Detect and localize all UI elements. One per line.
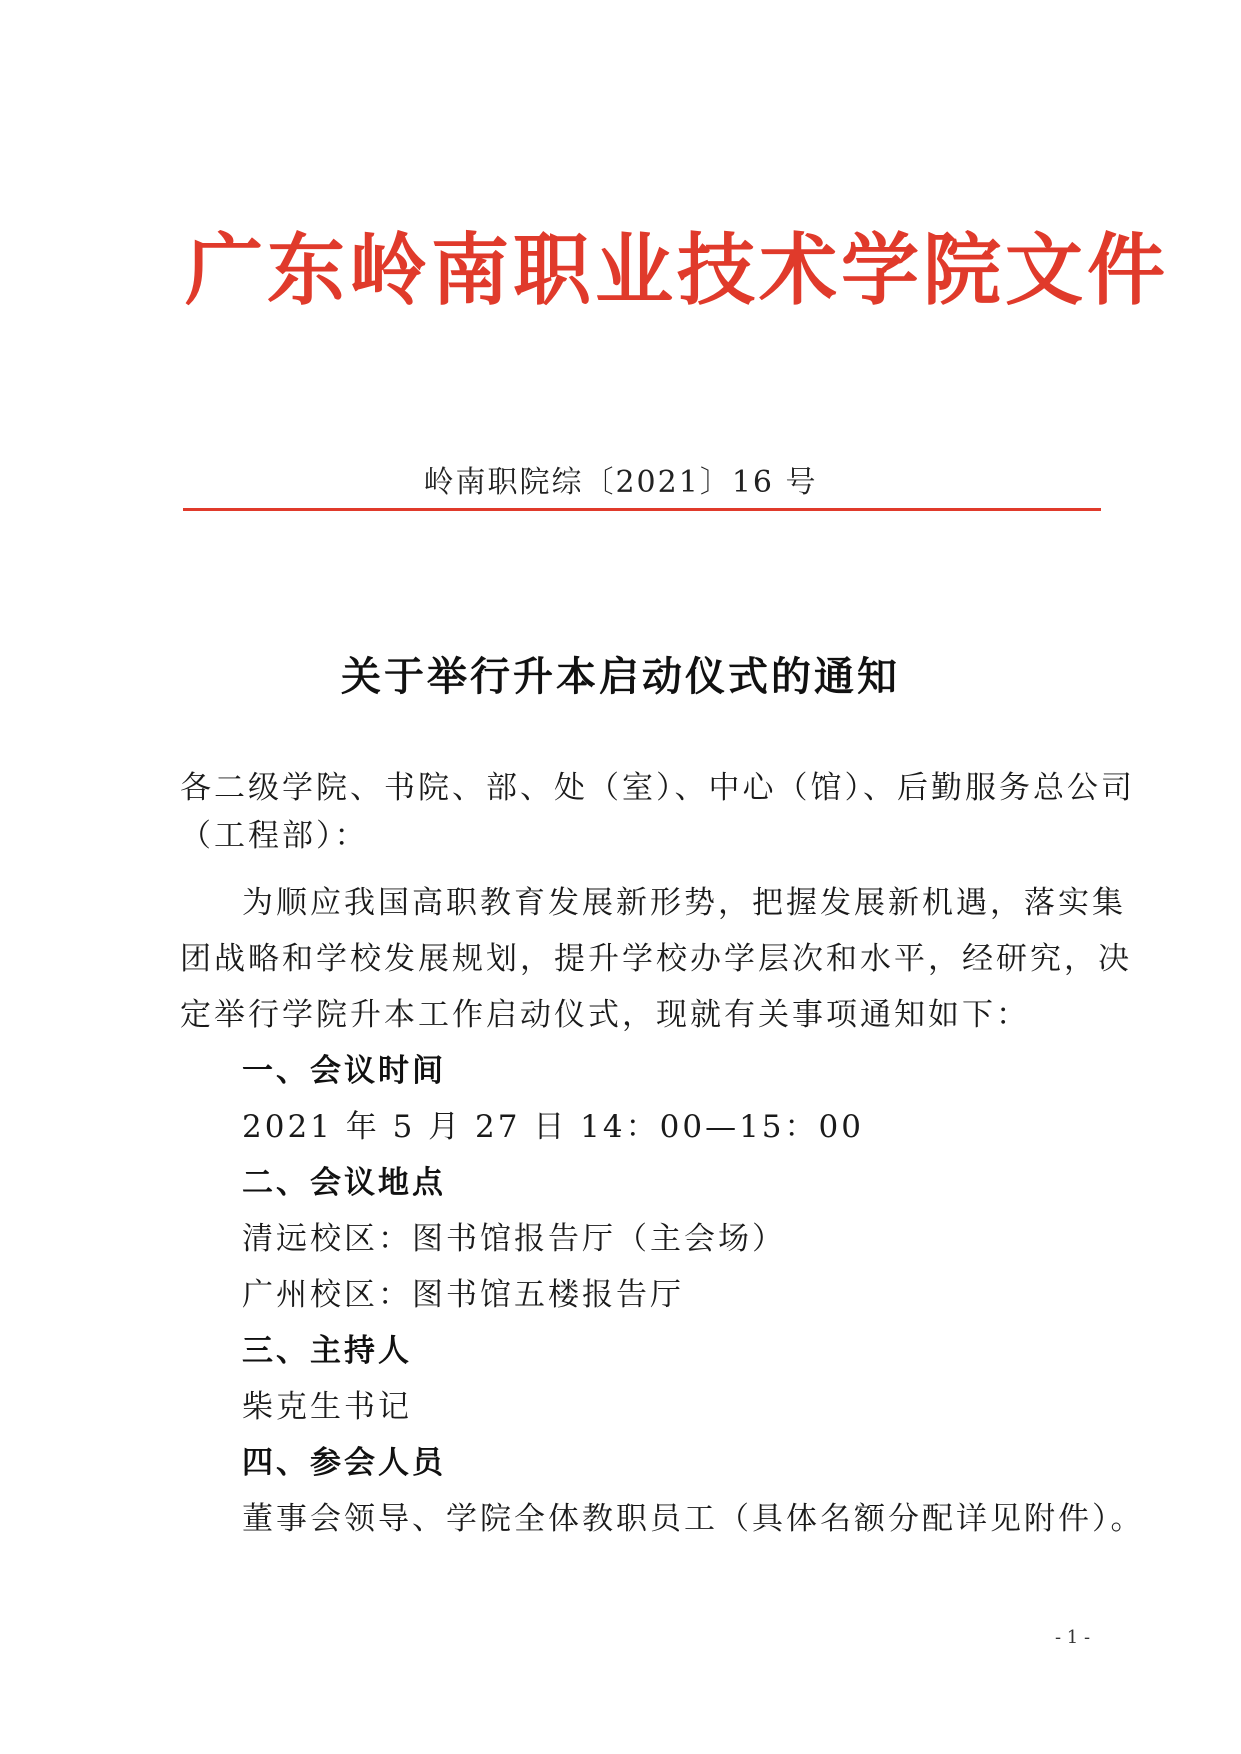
page-number: - 1 - xyxy=(1055,1627,1091,1648)
header-divider xyxy=(183,508,1101,511)
section-heading-attendees: 四、参会人员 xyxy=(242,1445,446,1481)
section-heading-host: 三、主持人 xyxy=(242,1333,412,1369)
location-qingyuan: 清远校区：图书馆报告厅（主会场） xyxy=(242,1221,786,1257)
recipients-line-1: 各二级学院、书院、部、处（室）、中心（馆）、后勤服务总公司 xyxy=(180,770,1135,806)
meeting-time: 2021 年 5 月 27 日 14：00—15：00 xyxy=(242,1109,864,1145)
section-heading-location: 二、会议地点 xyxy=(242,1165,446,1201)
document-number: 岭南职院综〔2021〕16 号 xyxy=(423,465,818,500)
host-name: 柴克生书记 xyxy=(242,1389,412,1425)
recipients-line-2: （工程部）： xyxy=(180,818,369,854)
intro-line-1: 为顺应我国高职教育发展新形势，把握发展新机遇，落实集 xyxy=(242,885,1126,921)
location-guangzhou: 广州校区：图书馆五楼报告厅 xyxy=(242,1277,684,1313)
intro-line-3: 定举行学院升本工作启动仪式，现就有关事项通知如下： xyxy=(180,997,1030,1033)
document-header-title: 广东岭南职业技术学院文件 xyxy=(185,225,1170,316)
intro-line-2: 团战略和学校发展规划，提升学校办学层次和水平，经研究，决 xyxy=(180,941,1132,977)
attendees: 董事会领导、学院全体教职员工（具体名额分配详见附件）。 xyxy=(242,1501,1145,1537)
notice-title: 关于举行升本启动仪式的通知 xyxy=(341,653,900,700)
section-heading-time: 一、会议时间 xyxy=(242,1053,446,1089)
